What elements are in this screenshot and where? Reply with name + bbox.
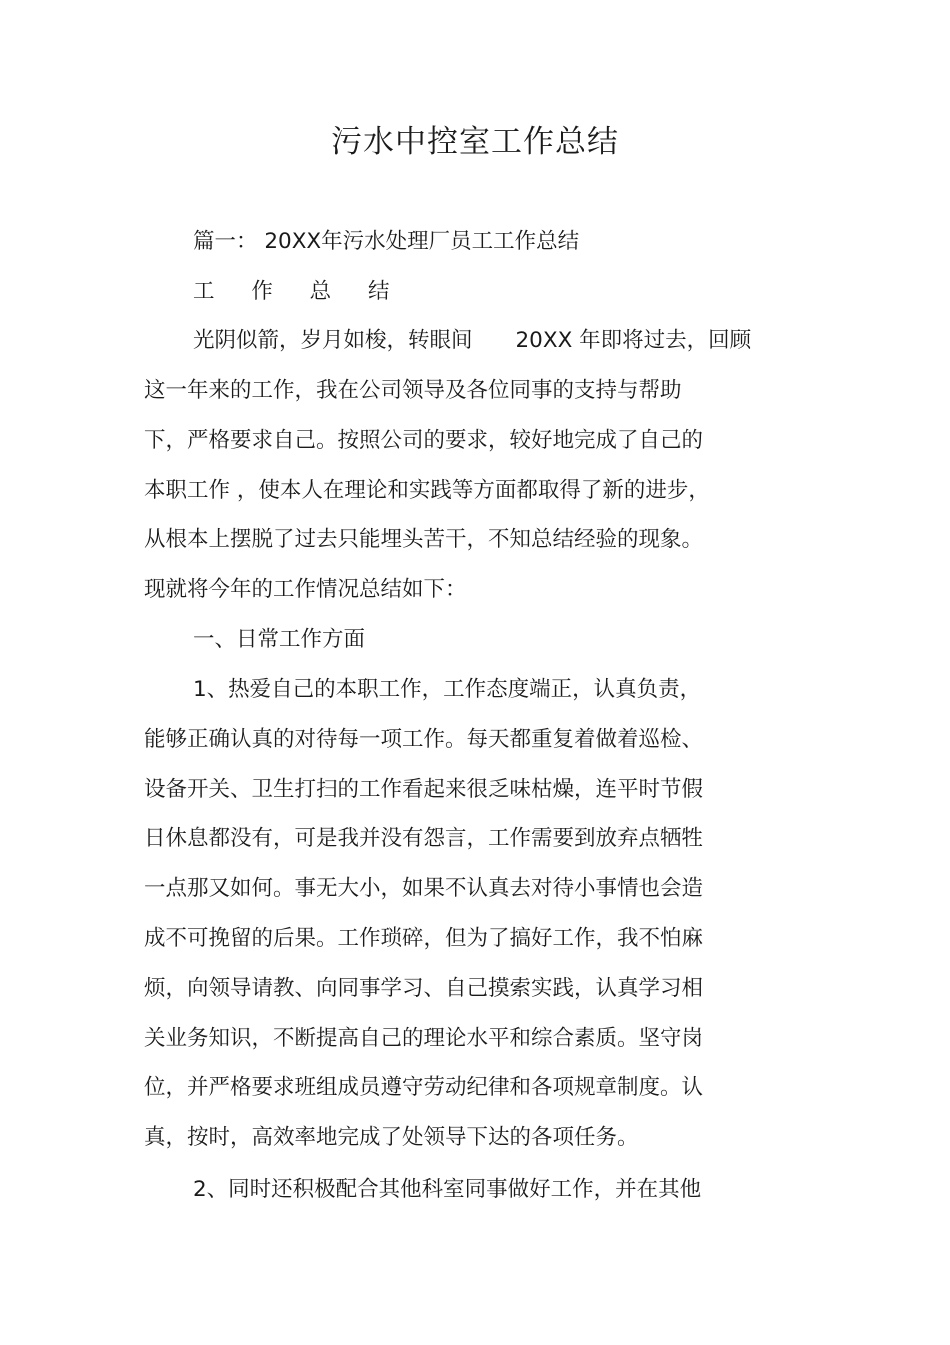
paragraph-line: 光阴似箭，岁月如梭，转眼间 20XX 年即将过去，回顾: [193, 328, 752, 353]
paragraph-line: 能够正确认真的对待每一项工作。每天都重复着做着巡检、: [144, 727, 704, 752]
paragraph-line: 真，按时，高效率地完成了处领导下达的各项任务。: [144, 1125, 639, 1150]
paragraph-line: 2、同时还积极配合其他科室同事做好工作，并在其他: [193, 1177, 702, 1202]
section-heading: 篇一： 20XX年污水处理厂员工工作总结: [193, 229, 580, 254]
paragraph-line: 位，并严格要求班组成员遵守劳动纪律和各项规章制度。认: [144, 1075, 704, 1100]
paragraph-line: 一点那又如何。事无大小，如果不认真去对待小事情也会造: [144, 876, 704, 901]
paragraph-line: 成不可挽留的后果。工作琐碎，但为了搞好工作，我不怕麻: [144, 926, 704, 951]
document-title: 污水中控室工作总结: [331, 124, 619, 160]
paragraph-line: 下，严格要求自己。按照公司的要求，较好地完成了自己的: [144, 428, 704, 453]
paragraph-line: 设备开关、卫生打扫的工作看起来很乏味枯燥，连平时节假: [144, 777, 704, 802]
paragraph-line: 现就将今年的工作情况总结如下：: [144, 577, 467, 602]
paragraph-line: 关业务知识，不断提高自己的理论水平和综合素质。坚守岗: [144, 1026, 704, 1051]
paragraph-line: 日休息都没有，可是我并没有怨言，工作需要到放弃点牺牲: [144, 826, 704, 851]
section-heading: 一、日常工作方面: [193, 627, 366, 652]
paragraph-line: 1、热爱自己的本职工作，工作态度端正，认真负责，: [193, 677, 702, 702]
paragraph-line: 烦，向领导请教、向同事学习、自己摸索实践，认真学习相: [144, 976, 704, 1001]
subheading: 工 作 总 结: [193, 279, 405, 304]
paragraph-line: 从根本上摆脱了过去只能埋头苦干，不知总结经验的现象。: [144, 527, 704, 552]
paragraph-line: 这一年来的工作，我在公司领导及各位同事的支持与帮助: [144, 378, 682, 403]
paragraph-line: 本职工作 ，使本人在理论和实践等方面都取得了新的进步，: [144, 478, 710, 503]
